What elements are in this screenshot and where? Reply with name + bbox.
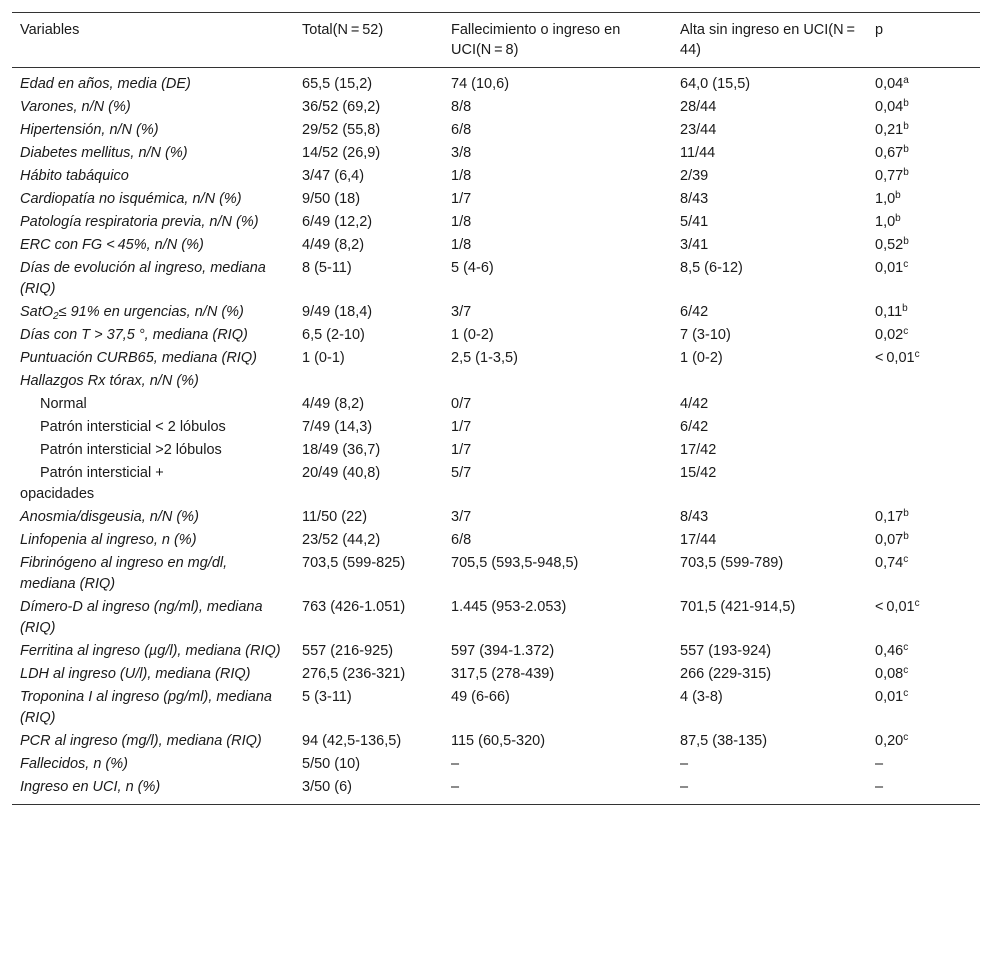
variable-text: Días con T > 37,5 °, mediana (RIQ) [20,327,248,343]
p-value-text: 1,0 [875,214,896,230]
row-total: 5/50 (10) [302,756,361,772]
header-p-value: p [875,22,884,38]
table-row [12,416,980,439]
row-p-value [867,347,980,370]
table-row [12,552,980,596]
row-total: 3/47 (6,4) [302,168,365,184]
variable-text: Troponina I al ingreso (pg/ml), mediana (RIQ) [20,689,272,726]
table-row [12,686,980,730]
row-total: 9/50 (18) [302,191,361,207]
row-deceased-icu: 3/7 [451,509,472,525]
row-total: 29/52 (55,8) [302,122,381,138]
row-variable [12,393,294,416]
p-value-text: 0,46 [875,643,904,659]
p-value-superscript: b [903,121,909,132]
row-total: 8 (5-11) [302,260,352,276]
row-deceased-icu: 6/8 [451,122,472,138]
row-deceased-icu: 317,5 (278-439) [451,666,555,682]
row-p-value [867,416,980,439]
row-p-value [867,753,980,776]
variable-text: Dímero-D al ingreso (ng/ml), mediana (RIQ) [20,599,263,636]
row-deceased-icu: 705,5 (593,5-948,5) [451,555,579,571]
p-value-text: 0,07 [875,532,904,548]
row-variable [12,663,294,686]
table-row [12,68,980,97]
row-discharged: 7 (3-10) [680,327,731,343]
row-total: 557 (216-925) [302,643,394,659]
row-total: 11/50 (22) [302,509,368,525]
header-deceased-icu: Fallecimiento o ingreso en UCI(N = 8) [451,22,621,58]
row-deceased-icu: 49 (6-66) [451,689,510,705]
row-discharged: 557 (193-924) [680,643,772,659]
row-variable [12,439,294,462]
variable-text: Normal [40,396,87,412]
subscript: 2 [53,311,59,322]
row-p-value [867,529,980,552]
header-total: Total(N = 52) [302,22,384,38]
row-discharged: 5/41 [680,214,709,230]
row-discharged: 6/42 [680,304,709,320]
row-total: 23/52 (44,2) [302,532,381,548]
row-deceased-icu: 1/8 [451,214,472,230]
p-value-text: < 0,01 [875,599,915,615]
row-discharged: 64,0 (15,5) [680,76,751,92]
clinical-characteristics-table [12,12,980,805]
table-row [12,753,980,776]
header-discharged: Alta sin ingreso en UCI(N = 44) [680,22,858,58]
table-row [12,776,980,805]
table-row [12,506,980,529]
table-row [12,640,980,663]
p-value-text: 0,01 [875,260,904,276]
variable-text: SatO [20,304,54,320]
row-discharged [672,370,867,393]
row-p-value [867,439,980,462]
variable-text: Diabetes mellitus, n/N (%) [20,145,188,161]
table-row [12,439,980,462]
row-deceased-icu: 3/7 [451,304,472,320]
p-value-superscript: b [903,98,909,109]
row-deceased-icu: – [451,779,460,795]
row-variable [12,324,294,347]
row-p-value [867,663,980,686]
row-total: 4/49 (8,2) [302,237,365,253]
table-row [12,529,980,552]
variable-text: Hábito tabáquico [20,168,129,184]
row-p-value [867,188,980,211]
row-total: 14/52 (26,9) [302,145,381,161]
row-p-value [867,119,980,142]
row-p-value [867,165,980,188]
row-total: 7/49 (14,3) [302,419,373,435]
row-discharged: 3/41 [680,237,709,253]
row-total: 6,5 (2-10) [302,327,365,343]
p-value-text: – [875,756,884,772]
row-discharged: 8,5 (6-12) [680,260,743,276]
p-value-superscript: b [903,167,909,178]
row-p-value [867,506,980,529]
row-variable [12,301,294,324]
variable-text: Ingreso en UCI, n (%) [20,779,161,795]
row-total: 20/49 (40,8) [302,465,381,481]
p-value-text: 0,74 [875,555,904,571]
variable-text: Hallazgos Rx tórax, n/N (%) [20,373,199,389]
p-value-text: 0,01 [875,689,904,705]
row-p-value [867,257,980,301]
variable-text: Fallecidos, n (%) [20,756,128,772]
row-discharged: 703,5 (599-789) [680,555,784,571]
p-value-superscript: b [903,144,909,155]
table-row [12,211,980,234]
variable-text: Cardiopatía no isquémica, n/N (%) [20,191,242,207]
row-p-value [867,211,980,234]
row-discharged: 8/43 [680,509,709,525]
p-value-superscript: b [895,190,901,201]
row-deceased-icu: – [451,756,460,772]
p-value-text: 0,04 [875,76,904,92]
p-value-superscript: c [903,326,909,337]
table-row [12,370,980,393]
row-p-value [867,324,980,347]
row-total: 276,5 (236-321) [302,666,406,682]
variable-text: Patrón intersticial >2 lóbulos [40,442,222,458]
row-p-value [867,552,980,596]
row-discharged: 4 (3-8) [680,689,723,705]
variable-text: ERC con FG < 45%, n/N (%) [20,237,204,253]
row-deceased-icu: 5 (4-6) [451,260,494,276]
row-deceased-icu: 3/8 [451,145,472,161]
row-p-value [867,68,980,97]
variable-text: Anosmia/disgeusia, n/N (%) [20,509,199,525]
p-value-text: 0,08 [875,666,904,682]
p-value-text: 0,17 [875,509,904,525]
table-row [12,393,980,416]
row-p-value [867,142,980,165]
row-total: 18/49 (36,7) [302,442,381,458]
row-deceased-icu: 2,5 (1-3,5) [451,350,518,366]
row-p-value [867,640,980,663]
row-discharged: – [680,779,689,795]
table-row [12,188,980,211]
row-deceased-icu: 1 (0-2) [451,327,494,343]
row-total: 3/50 (6) [302,779,352,795]
row-total: 5 (3-11) [302,689,352,705]
table-row [12,663,980,686]
row-variable [12,68,294,97]
row-variable [12,776,294,805]
table-row [12,462,980,506]
p-value-superscript: c [903,642,909,653]
row-variable [12,234,294,257]
variable-text: Patología respiratoria previa, n/N (%) [20,214,259,230]
p-value-superscript: c [903,732,909,743]
row-variable [12,529,294,552]
row-discharged: 23/44 [680,122,717,138]
p-value-superscript: b [902,303,908,314]
row-discharged: 8/43 [680,191,709,207]
row-total [294,370,443,393]
variable-text: Fibrinógeno al ingreso en mg/dl, mediana (RIQ) [20,555,228,592]
row-deceased-icu: 8/8 [451,99,472,115]
row-variable [12,257,294,301]
row-discharged: 17/42 [680,442,717,458]
p-value-superscript: b [903,236,909,247]
row-deceased-icu: 5/7 [451,465,472,481]
row-p-value [867,393,980,416]
row-variable [12,686,294,730]
variable-text: Ferritina al ingreso (µg/l), mediana (RIQ) [20,643,281,659]
p-value-text: – [875,779,884,795]
row-variable [12,462,294,506]
variable-text: Edad en años, media (DE) [20,76,191,92]
row-variable [12,640,294,663]
row-deceased-icu: 1/8 [451,168,472,184]
p-value-text: 0,52 [875,237,904,253]
row-variable [12,370,294,393]
p-value-text: 1,0 [875,191,896,207]
variable-text: LDH al ingreso (U/l), mediana (RIQ) [20,666,251,682]
row-variable [12,96,294,119]
table-row [12,165,980,188]
table-row [12,324,980,347]
row-p-value [867,596,980,640]
p-value-superscript: b [903,531,909,542]
variable-text: opacidades [20,486,95,502]
row-p-value [867,686,980,730]
p-value-superscript: c [903,259,909,270]
p-value-superscript: c [903,554,909,565]
row-discharged: 701,5 (421-914,5) [680,599,796,615]
row-discharged: 2/39 [680,168,709,184]
row-discharged: 1 (0-2) [680,350,723,366]
row-total: 1 (0-1) [302,350,345,366]
table-header-row [12,13,980,68]
row-deceased-icu: 0/7 [451,396,472,412]
p-value-text: 0,04 [875,99,904,115]
row-total: 6/49 (12,2) [302,214,373,230]
row-deceased-icu: 6/8 [451,532,472,548]
table-row [12,730,980,753]
row-variable [12,165,294,188]
row-p-value [867,776,980,805]
row-variable [12,142,294,165]
row-deceased-icu [443,370,672,393]
p-value-text: 0,02 [875,327,904,343]
row-p-value [867,462,980,506]
row-deceased-icu: 597 (394-1.372) [451,643,555,659]
row-deceased-icu: 1/8 [451,237,472,253]
row-variable [12,552,294,596]
p-value-text: 0,20 [875,733,904,749]
row-p-value [867,96,980,119]
row-deceased-icu: 1/7 [451,191,472,207]
p-value-superscript: b [895,213,901,224]
variable-text: Patrón intersticial + [40,465,164,481]
row-variable [12,211,294,234]
row-discharged: – [680,756,689,772]
row-p-value [867,234,980,257]
row-variable [12,506,294,529]
row-variable [12,730,294,753]
row-deceased-icu: 115 (60,5-320) [451,733,546,749]
row-deceased-icu: 1/7 [451,419,472,435]
row-deceased-icu: 1.445 (953-2.053) [451,599,567,615]
p-value-superscript: a [903,75,909,86]
p-value-text: 0,11 [875,304,903,320]
p-value-superscript: c [914,349,920,360]
table-row [12,347,980,370]
p-value-superscript: b [903,508,909,519]
variable-text: Puntuación CURB65, mediana (RIQ) [20,350,257,366]
row-total: 703,5 (599-825) [302,555,406,571]
p-value-superscript: c [914,598,920,609]
row-total: 94 (42,5-136,5) [302,733,402,749]
p-value-superscript: c [903,688,909,699]
p-value-superscript: c [903,665,909,676]
row-total: 4/49 (8,2) [302,396,365,412]
table-row [12,257,980,301]
table-row [12,119,980,142]
p-value-text: 0,77 [875,168,904,184]
row-variable [12,119,294,142]
row-variable [12,753,294,776]
row-discharged: 15/42 [680,465,717,481]
row-discharged: 6/42 [680,419,709,435]
row-variable [12,596,294,640]
row-discharged: 17/44 [680,532,717,548]
row-variable [12,347,294,370]
row-p-value [867,370,980,393]
table-row [12,142,980,165]
row-discharged: 4/42 [680,396,709,412]
table-row [12,234,980,257]
variable-text: ≤ 91% en urgencias, n/N (%) [58,304,244,320]
row-p-value [867,730,980,753]
row-discharged: 28/44 [680,99,717,115]
row-p-value [867,301,980,324]
p-value-text: < 0,01 [875,350,915,366]
row-discharged: 11/44 [680,145,716,161]
header-variables: Variables [20,22,80,38]
row-total: 36/52 (69,2) [302,99,381,115]
variable-text: Hipertensión, n/N (%) [20,122,159,138]
p-value-text: 0,21 [875,122,904,138]
p-value-text: 0,67 [875,145,904,161]
row-total: 763 (426-1.051) [302,599,406,615]
table-row [12,96,980,119]
row-deceased-icu: 74 (10,6) [451,76,510,92]
table-row [12,596,980,640]
table-row [12,301,980,324]
variable-text: Linfopenia al ingreso, n (%) [20,532,197,548]
row-variable [12,416,294,439]
variable-text: Patrón intersticial < 2 lóbulos [40,419,226,435]
row-discharged: 266 (229-315) [680,666,772,682]
row-total: 65,5 (15,2) [302,76,373,92]
variable-text: PCR al ingreso (mg/l), mediana (RIQ) [20,733,262,749]
row-variable [12,188,294,211]
row-deceased-icu: 1/7 [451,442,472,458]
variable-text: Varones, n/N (%) [20,99,131,115]
row-discharged: 87,5 (38-135) [680,733,768,749]
row-total: 9/49 (18,4) [302,304,373,320]
variable-text: Días de evolución al ingreso, mediana (RIQ) [20,260,266,297]
